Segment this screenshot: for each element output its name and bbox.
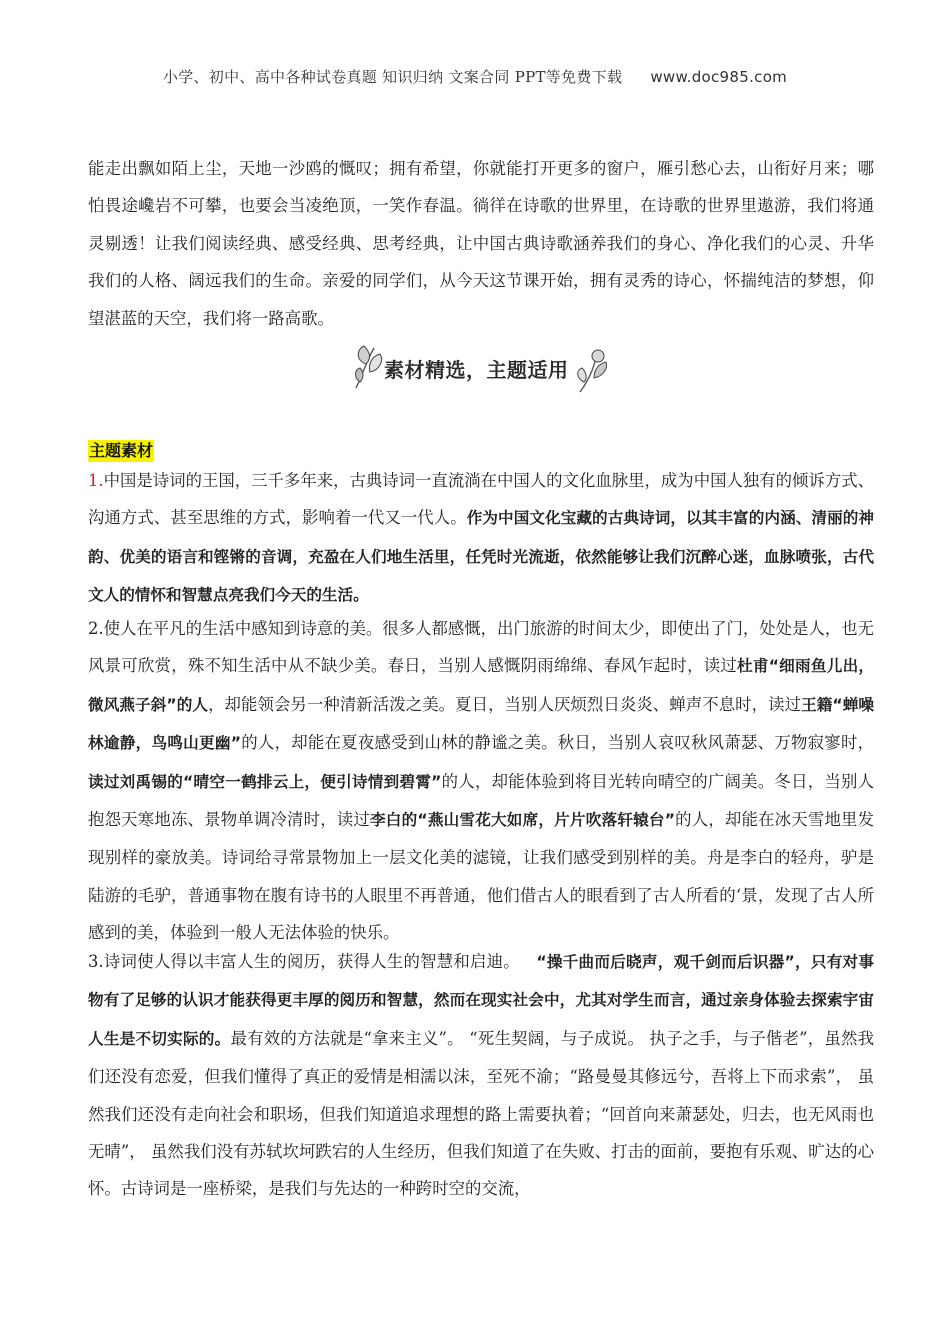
- item-2-bold-3: 读过刘禹锡的“晴空一鹤排云上，便引诗情到碧霄”: [88, 772, 442, 791]
- item-1-text: 中国是诗词的王国，三千多年来，古典诗词一直流淌在中国人的文化血脉里，成为中国人独有的倾诉方式、沟通方式、甚至思维的方式，影响着一代又一代人。: [88, 471, 874, 528]
- item-3-text-2: 最有效的方法就是“拿来主义”。 “死生契阔，与子成说。 执子之手，与子偕老”，虽然我们还没有恋爱，但我们懂得了真正的爱情是相濡以沫，至死不渝；“路曼曼其修远兮，吾将上下而求索”， 虽然我们还没有走向社会和职场，但我们知道追求理想的路上需要执着；“回首向来萧瑟处，归去，也无风雨也无晴”， 虽然我们没有苏轼坎坷跌宕的人生经历，但我们知道了在失败、打击的面前，要抱有乐观、旷达的心怀。古诗词是一座桥梁，是我们与先达的一种跨时空的交流，: [88, 1028, 874, 1199]
- item-2-bold-2: 王籍“蝉噪林逾静，鸟鸣山更幽”: [88, 695, 875, 753]
- item-2-text-5: 的人，却能在冰天雪地里发现别样的豪放美。诗词给寻常景物加上一层文化美的滤镜，让我们感受到别样的美。舟是李白的轻舟，驴是陆游的毛驴，普通事物在腹有诗书的人眼里不再普通，他们借古人的眼看到了古人所看的‘景，发现了古人所感到的美，体验到一般人无法体验的快乐。: [88, 810, 875, 943]
- item-3-paragraph: [88, 943, 874, 1208]
- header-url[interactable]: www.doc985.com: [650, 68, 788, 86]
- header-text: 小学、初中、高中各种试卷真题 知识归纳 文案合同 PPT等免费下载: [162, 68, 623, 86]
- item-2-text-4: 的人，却能体验到将目光转向晴空的广阔美。冬日，当别人抱怨天寒地冻、景物单调冷清时，读过: [88, 771, 875, 830]
- item-2-text-3: 的人，却能在夏夜感受到山林的静谧之美。秋日，当别人哀叹秋风萧瑟、万物寂寥时，: [241, 733, 874, 753]
- item-2-bold-4: 李白的“燕山雪花大如席，片片吹落轩辕台”: [370, 811, 675, 830]
- section-title: 主题素材: [89, 441, 154, 460]
- item-3-bold-1: “操千曲而后晓声，观千剑而后识器”，只有对事物有了足够的认识才能获得更丰厚的阅历和智慧，然而在现实社会中，尤其对学生而言，通过亲身体验去探索宇宙人生是不切实际的。: [88, 953, 874, 1048]
- item-3-text-1: 3.诗词使人得以丰富人生的阅历，获得人生的智慧和启迪。: [88, 952, 537, 971]
- item-1-bold: 作为中国文化宝藏的古典诗词，以其丰富的内涵、清丽的神韵、优美的语言和铿锵的音调，充盈在人们地生活里，任凭时光流逝，依然能够让我们沉醉心迷，血脉喷张，古代文人的情怀和智慧点亮我们今天的生活。: [88, 509, 874, 605]
- item-1-number: 1.: [88, 471, 104, 490]
- intro-paragraph: 能走出飘如陌上尘，天地一沙鸥的慨叹；拥有希望，你就能打开更多的窗户，雁引愁心去，山衔好月来；哪怕畏途巉岩不可攀，也要会当凌绝顶，一笑作春温。徜徉在诗歌的世界里，在诗歌的世界里遨游，我们将通灵剔透！让我们阅读经典、感受经典、思考经典，让中国古典诗歌涵养我们的身心、净化我们的心灵、升华我们的人格、阔远我们的生命。亲爱的同学们，从今天这节课开始，拥有灵秀的诗心，怀揣纯洁的梦想，仰望湛蓝的天空，我们将一路高歌。: [88, 159, 874, 328]
- leaf-left-icon: [352, 342, 386, 394]
- item-2-text-1: 2.使人在平凡的生活中感知到诗意的美。很多人都感慨，出门旅游的时间太少，即使出了门，处处是人，也无风景可欣赏，殊不知生活中从不缺少美。春日，当别人感慨阴雨绵绵、春风乍起时，读过: [88, 619, 874, 676]
- banner-label: 素材精选，主题适用: [384, 358, 569, 382]
- page-header: [0, 66, 950, 87]
- item-2-text-2: ，却能领会另一种清新活泼之美。夏日，当别人厌烦烈日炎炎、蝉声不息时，读过: [208, 694, 802, 714]
- section-banner: [352, 342, 608, 394]
- item-1-paragraph: [88, 462, 874, 615]
- item-2-paragraph: [88, 610, 874, 952]
- item-2-bold-1: 杜甫“细雨鱼儿出，微风燕子斜”的人: [88, 657, 875, 714]
- flower-right-icon: [574, 344, 610, 396]
